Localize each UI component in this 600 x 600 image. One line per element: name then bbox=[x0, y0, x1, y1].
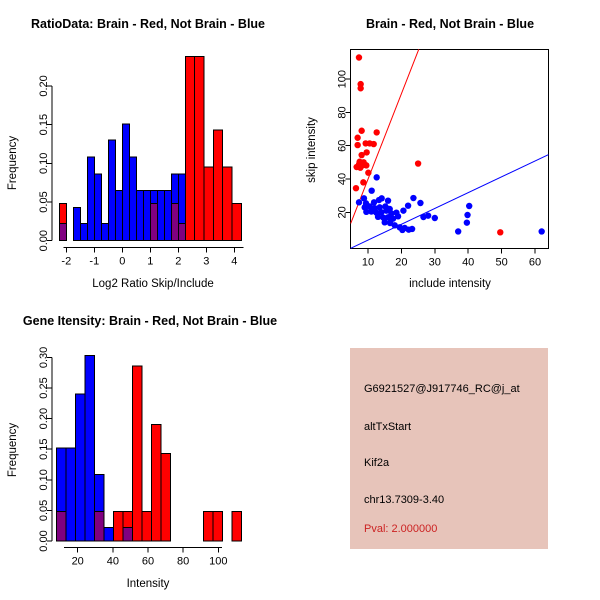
scatter-point-notbrain bbox=[368, 187, 374, 193]
x-tick-label: 60 bbox=[141, 555, 155, 568]
ratio-histogram-panel bbox=[0, 0, 300, 300]
scatter-point-notbrain bbox=[464, 219, 470, 225]
histogram-bar-notbrain bbox=[85, 356, 94, 541]
histogram-bar-overlap bbox=[57, 512, 66, 541]
histogram-bar-notbrain bbox=[136, 190, 143, 240]
intensity-scatter-panel bbox=[300, 0, 600, 300]
scatter-point-notbrain bbox=[375, 214, 381, 220]
scatter-title: Brain - Red, Not Brain - Blue bbox=[365, 17, 535, 31]
x-tick-label: 100 bbox=[209, 555, 228, 568]
histogram-bar-notbrain bbox=[157, 190, 164, 240]
scatter-ylabel: skip intensity bbox=[306, 117, 318, 183]
y-tick-label: 0.20 bbox=[38, 407, 50, 430]
x-tick-label: 80 bbox=[177, 555, 190, 568]
y-tick-label: 0.20 bbox=[38, 75, 50, 97]
histogram-bar-brain bbox=[204, 167, 213, 241]
histogram-bar-overlap bbox=[178, 224, 185, 241]
scatter-point-notbrain bbox=[400, 207, 406, 213]
y-tick-label: 0.30 bbox=[38, 346, 50, 369]
x-tick-label: -2 bbox=[61, 255, 72, 268]
probe-id-label: G6921527@J917746_RC@j_at bbox=[364, 383, 520, 395]
x-tick-label: 40 bbox=[462, 256, 475, 269]
scatter-point-notbrain bbox=[466, 203, 472, 209]
histogram-bar-notbrain bbox=[104, 528, 113, 541]
histogram-bar-brain bbox=[232, 204, 241, 241]
event-type-label: altTxStart bbox=[364, 421, 412, 433]
histogram-bar-brain bbox=[133, 366, 142, 541]
histogram-bar-brain bbox=[152, 425, 161, 541]
histogram-bar-overlap bbox=[150, 204, 157, 241]
x-tick-label: 20 bbox=[71, 555, 84, 568]
scatter-point-brain bbox=[497, 229, 503, 235]
histogram-bar-notbrain bbox=[108, 140, 115, 241]
scatter-point-notbrain bbox=[376, 197, 382, 203]
x-tick-label: 1 bbox=[147, 255, 154, 268]
scatter-point-brain bbox=[354, 142, 360, 148]
y-tick-label: 0.10 bbox=[38, 152, 50, 175]
scatter-point-notbrain bbox=[405, 202, 411, 208]
scatter-point-notbrain bbox=[399, 227, 405, 233]
scatter-point-notbrain bbox=[420, 214, 426, 220]
scatter-point-brain bbox=[358, 128, 364, 134]
scatter-point-brain bbox=[353, 185, 359, 191]
histogram-bar-notbrain bbox=[66, 448, 75, 541]
scatter-point-brain bbox=[363, 162, 369, 168]
histogram-bar-notbrain bbox=[76, 394, 85, 541]
histogram-bar-brain bbox=[142, 512, 151, 541]
ratio-histogram-title: RatioData: Brain - Red, Not Brain - Blue bbox=[30, 17, 266, 31]
scatter-point-notbrain bbox=[395, 213, 401, 219]
scatter-point-brain bbox=[358, 152, 364, 158]
histogram-bar-notbrain bbox=[80, 224, 87, 241]
histogram-bar-overlap bbox=[171, 204, 178, 241]
histogram-bar-notbrain bbox=[87, 157, 94, 241]
histogram-bar-notbrain bbox=[129, 157, 136, 241]
genomic-location-label: chr13.7309-3.40 bbox=[364, 494, 445, 506]
scatter-point-notbrain bbox=[409, 226, 415, 232]
y-tick-label: 0.05 bbox=[38, 499, 50, 522]
scatter-point-notbrain bbox=[410, 195, 416, 201]
ratio-histogram-xlabel: Log2 Ratio Skip/Include bbox=[92, 278, 214, 290]
y-tick-label: 0.05 bbox=[38, 191, 50, 213]
y-tick-label: 0.25 bbox=[38, 377, 50, 399]
scatter-point-notbrain bbox=[432, 215, 438, 221]
x-tick-label: 30 bbox=[428, 256, 441, 269]
scatter-point-brain bbox=[357, 165, 363, 171]
gene-histogram-xlabel: Intensity bbox=[126, 578, 170, 590]
histogram-bar-overlap bbox=[59, 224, 66, 241]
x-tick-label: 3 bbox=[203, 255, 210, 268]
histogram-bar-notbrain bbox=[94, 174, 101, 241]
gene-histogram-plot-area bbox=[38, 347, 241, 568]
x-tick-label: 10 bbox=[361, 256, 375, 269]
scatter-point-brain bbox=[415, 160, 421, 166]
histogram-bar-overlap bbox=[95, 512, 104, 541]
histogram-bar-notbrain bbox=[164, 190, 171, 240]
scatter-point-brain bbox=[356, 54, 362, 60]
ratio-histogram-plot-area bbox=[38, 56, 243, 267]
x-tick-label: 2 bbox=[175, 255, 182, 268]
gene-histogram-panel bbox=[0, 300, 300, 600]
scatter-point-notbrain bbox=[356, 199, 362, 205]
x-tick-label: 60 bbox=[528, 256, 542, 269]
scatter-point-notbrain bbox=[538, 228, 544, 234]
histogram-bar-notbrain bbox=[101, 224, 108, 241]
x-tick-label: 50 bbox=[495, 256, 508, 269]
histogram-bar-brain bbox=[232, 512, 241, 541]
scatter-point-brain bbox=[357, 85, 363, 91]
scatter-point-brain bbox=[370, 141, 376, 147]
y-tick-label: 40 bbox=[336, 172, 349, 186]
scatter-point-brain bbox=[354, 135, 360, 141]
scatter-point-notbrain bbox=[455, 228, 461, 234]
histogram-bar-notbrain bbox=[122, 124, 129, 241]
y-tick-label: 0.00 bbox=[38, 530, 50, 552]
histogram-bar-notbrain bbox=[73, 207, 80, 240]
y-tick-label: 20 bbox=[336, 206, 349, 219]
x-tick-label: 20 bbox=[395, 256, 408, 269]
pval-label: Pval: 2.000000 bbox=[364, 523, 438, 535]
scatter-point-notbrain bbox=[464, 212, 470, 218]
scatter-point-brain bbox=[360, 179, 366, 185]
histogram-bar-brain bbox=[223, 167, 232, 241]
scatter-point-notbrain bbox=[417, 200, 423, 206]
scatter-point-notbrain bbox=[373, 174, 379, 180]
histogram-bar-brain bbox=[213, 130, 222, 241]
gene-histogram-title: Gene Itensity: Brain - Red, Not Brain - Blue bbox=[22, 314, 278, 328]
gene-histogram-ylabel: Frequency bbox=[7, 422, 19, 478]
scatter-point-notbrain bbox=[385, 197, 391, 203]
histogram-bar-notbrain bbox=[143, 190, 150, 240]
probe-info-panel bbox=[350, 348, 548, 549]
scatter-xlabel: include intensity bbox=[409, 278, 491, 290]
x-tick-label: 4 bbox=[231, 255, 238, 268]
scatter-point-brain bbox=[365, 170, 371, 176]
histogram-bar-brain bbox=[203, 512, 212, 541]
scatter-plot-area bbox=[337, 49, 549, 268]
histogram-bar-brain bbox=[185, 56, 194, 240]
scatter-point-brain bbox=[373, 129, 379, 135]
ratio-histogram-ylabel: Frequency bbox=[7, 135, 19, 191]
x-tick-label: 0 bbox=[119, 255, 126, 268]
histogram-bar-brain bbox=[213, 512, 222, 541]
y-tick-label: 80 bbox=[336, 106, 349, 119]
y-tick-label: 100 bbox=[336, 69, 349, 89]
y-tick-label: 0.10 bbox=[38, 469, 50, 491]
histogram-bar-brain bbox=[195, 56, 204, 240]
x-tick-label: -1 bbox=[89, 255, 100, 268]
histogram-bar-brain bbox=[161, 453, 170, 541]
histogram-bar-notbrain bbox=[115, 190, 122, 240]
y-tick-label: 0.00 bbox=[38, 229, 50, 252]
y-tick-label: 60 bbox=[336, 139, 349, 152]
x-tick-label: 40 bbox=[106, 555, 119, 568]
y-tick-label: 0.15 bbox=[38, 438, 50, 460]
histogram-bar-overlap bbox=[123, 528, 132, 541]
histogram-bar-brain bbox=[114, 512, 123, 541]
gene-name-label: Kif2a bbox=[364, 457, 390, 469]
y-tick-label: 0.15 bbox=[38, 113, 51, 136]
